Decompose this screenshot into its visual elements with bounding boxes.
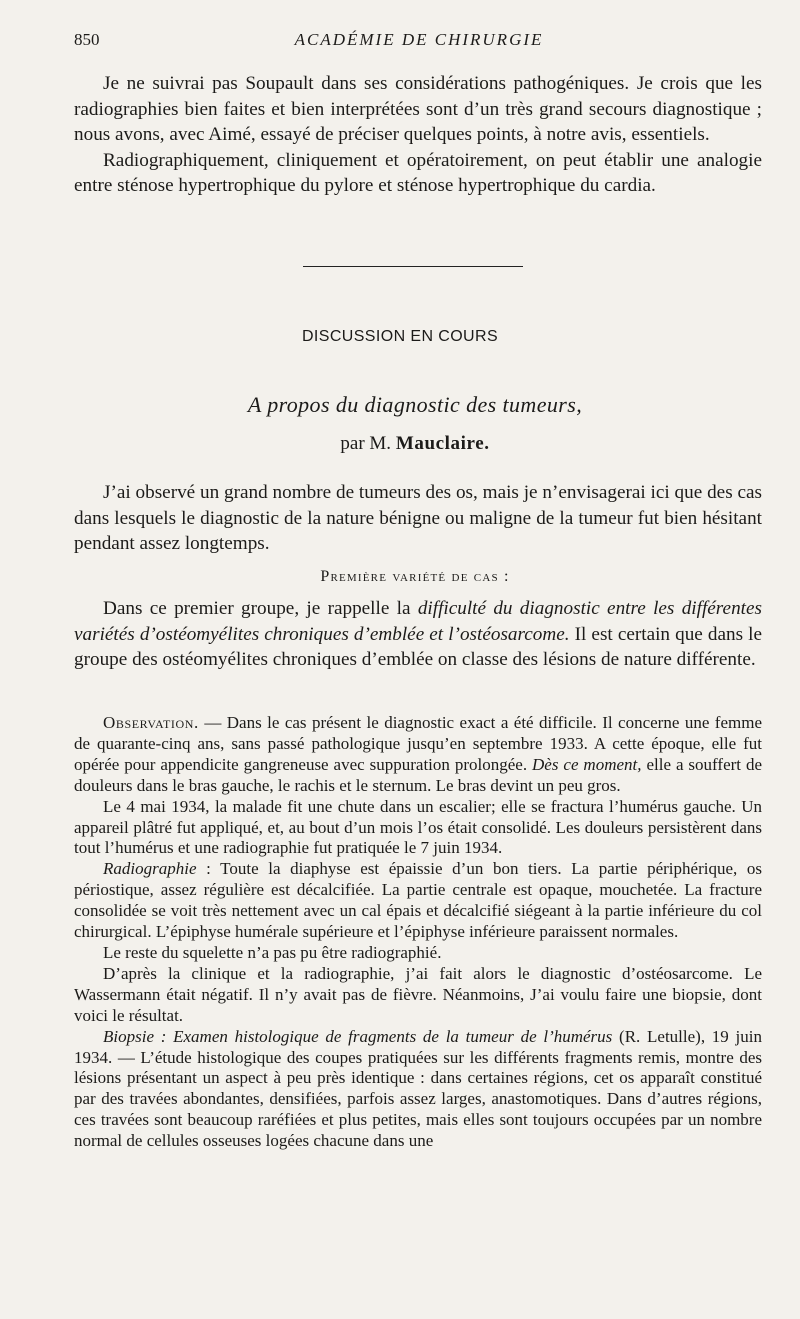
paragraph-text: : Toute la diaphyse est épaissie d’un bon tiers. La partie périphérique, os périostique, assez régulière est décalcifiée. La partie centrale est opaque, mouchetée. La fracture consolidée se voit très nettement avec un cal épais et décalcifié siégeant à la partie inférieure du col chirurgical. L’épiphyse humérale supérieure et l’épiphyse inférieure paraissent normales.: [74, 859, 762, 942]
page-header: [74, 30, 764, 56]
paragraph-text: Dans ce premier groupe, je rappelle la: [103, 598, 418, 619]
observation-paragraph: Le reste du squelette n’a pas pu être radiographié.: [103, 942, 442, 962]
article-title: A propos du diagnostic des tumeurs,: [247, 392, 583, 417]
byline-prefix: par M.: [340, 433, 392, 454]
emphasis-text: difficulté du diagnostic entre les différentes variétés d’ostéomyélites chroniques d’emblée et l’ostéosarcome.: [74, 598, 762, 645]
intro-text: [74, 71, 762, 199]
radiographie-label: Radiographie: [103, 859, 197, 879]
emphasis-text: Dès ce moment,: [532, 754, 642, 774]
running-title: ACADÉMIE DE CHIRURGIE: [294, 30, 544, 49]
biopsie-label: Biopsie : Examen histologique de fragments de la tumeur de l’humérus: [103, 1026, 613, 1046]
observation-paragraph: [74, 859, 762, 943]
observation-block: [74, 713, 762, 1152]
body-intro: [74, 480, 762, 557]
intro-paragraph: Je ne suivrai pas Soupault dans ses considérations pathogéniques. Je crois que les radiographies bien faites et bien interprétées sont d’un très grand secours diagnostique ; nous avons, avec Aimé, essayé de préciser quelques points, à notre avis, essentiels.: [74, 73, 762, 145]
paragraph-text: (R. Letulle), 19 juin 1934. — L’étude histologique des coupes pratiquées sur les différents fragments remis, montre des lésions présentant un aspect à peu près identique : dans certaines régions, cet os apparaît constitué par des travées abondantes, densifiées, parfois assez larges, anastomotiques. Dans d’autres régions, ces travées sont beaucoup raréfiées et plus petites, mais elles sont toujours occupées par un nombre normal de cellules osseuses logées chacune dans une: [74, 1026, 762, 1151]
observation-paragraph: [74, 1027, 762, 1152]
page-number: 850: [74, 30, 100, 49]
paragraph-text: Il est certain que dans le groupe des ostéomyélites chroniques d’emblée on classe des lésions de nature différente.: [74, 623, 763, 670]
author-name: Mauclaire.: [395, 433, 490, 454]
subsection-heading: Première variété de cas :: [320, 568, 510, 585]
section-divider: [303, 266, 523, 267]
body-paragraph: [74, 596, 762, 673]
section-heading: DISCUSSION EN COURS: [301, 328, 499, 345]
paragraph-text: elle a souffert de douleurs dans le bras gauche, le rachis et le sternum. Le bras devint un peu gros.: [74, 754, 762, 795]
body-paragraph: J’ai observé un grand nombre de tumeurs des os, mais je n’envisagerai ici que des cas dans lesquels le diagnostic de la nature bénigne ou maligne de la tumeur fut bien hésitant pendant assez longtemps.: [74, 482, 762, 554]
observation-paragraph: D’après la clinique et la radiographie, j’ai fait alors le diagnostic d’ostéosarcome. Le Wassermann était négatif. Il n’y avait pas de fièvre. Néanmoins, J’ai voulu faire une biopsie, dont voici le résultat.: [74, 963, 762, 1025]
article-byline: [0, 433, 800, 455]
observation-paragraph: Le 4 mai 1934, la malade fit une chute dans un escalier; elle se fractura l’humérus gauche. Un appareil plâtré fut appliqué, et, au bout d’un mois l’os était consolidé. Les douleurs persistèrent dans tout l’humérus et une radiographie fut pratiquée le 7 juin 1934.: [74, 796, 762, 858]
body-section: [74, 596, 762, 673]
observation-paragraph: [74, 713, 762, 797]
paragraph-text: — Dans le cas présent le diagnostic exact a été difficile. Il concerne une femme de quarante-cinq ans, sans passé pathologique jusqu’en septembre 1933. A cette époque, elle fut opérée pour appendicite gangreneuse avec suppuration prolongée.: [74, 713, 762, 774]
observation-label: Observation.: [103, 713, 199, 732]
intro-paragraph: Radiographiquement, cliniquement et opératoirement, on peut établir une analogie entre sténose hypertrophique du pylore et sténose hypertrophique du cardia.: [74, 149, 762, 196]
